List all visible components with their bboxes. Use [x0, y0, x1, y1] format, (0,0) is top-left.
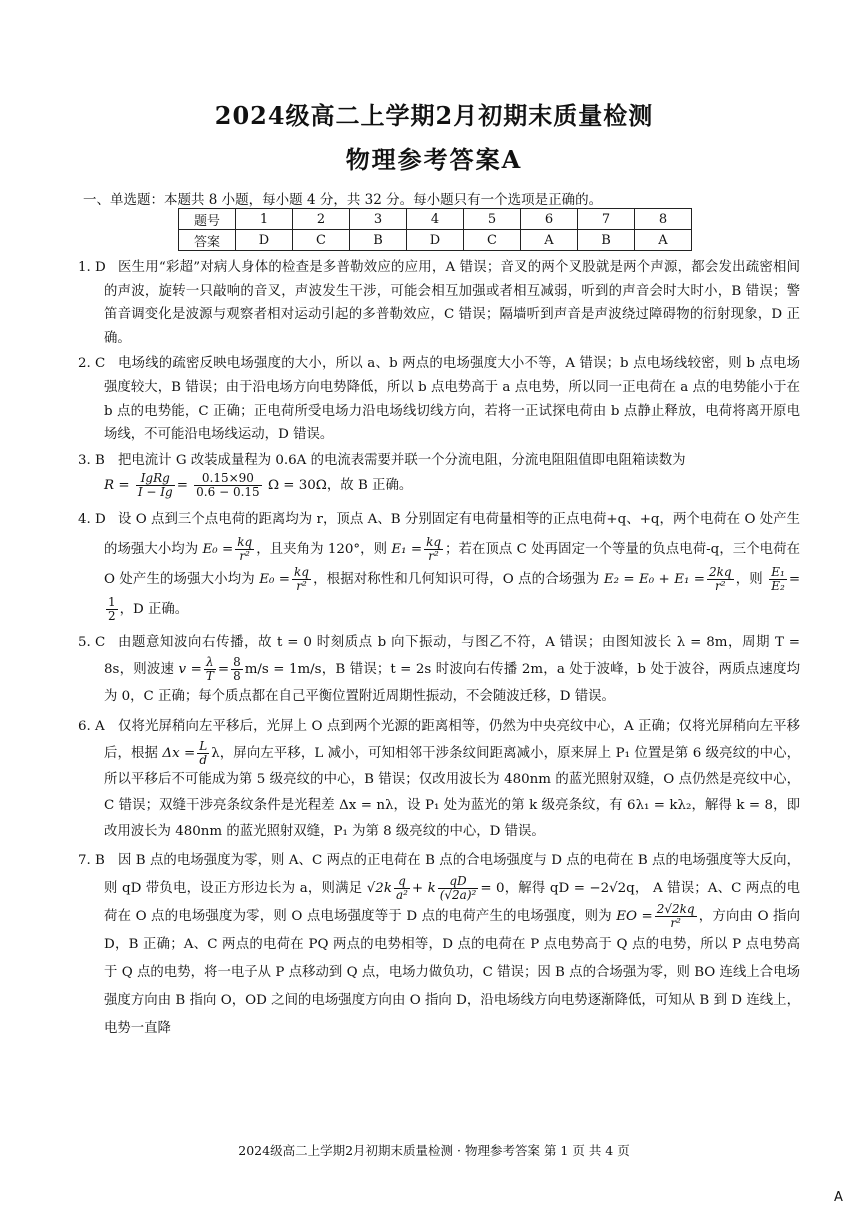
question-number: 1. D: [78, 260, 106, 275]
question-5: 5. C 由题意知波向右传播，故 t = 0 时刻质点 b 向下振动，与图乙不符，A 错误；由图知波长 λ = 8m，周期 T = 8s，则波速 v = $\frac{\lambda}{T}$ = $\frac{8}{8}$ m/s = 1m/s，B 错误；t = 2s 时波向右传播 2m，a 处于波峰，b 处于波谷，两质点速度均为 0，C 正确；每个质点都在自己平衡位置附近周期性振动，不会随波迁移，D 错误。: [78, 629, 800, 710]
answer-explanations: [78, 256, 800, 1043]
question-number: 4. D: [78, 512, 106, 528]
question-number: 6. A: [78, 719, 105, 735]
question-2: [78, 352, 800, 446]
table-cell: B: [350, 230, 407, 251]
fraction: $\frac{q}{\text{a²}}$: [395, 874, 408, 903]
fraction: $\frac{\text{E₁}}{\text{E₂}}$: [771, 565, 785, 594]
fraction: $\frac{0.15\times 90}{0.6 - 0.15}$: [196, 471, 260, 500]
question-number: 2. C: [78, 356, 106, 372]
fraction: $\frac{1}{2}$: [108, 595, 116, 624]
explanation-text: 把电流计 G 改装成量程为 0.6A 的电流表需要并联一个分流电阻，分流电阻阻值即电阻箱读数为: [118, 452, 686, 468]
explanation-text: 医生用“彩超”对病人身体的检查是多普勒效应的应用，A 错误；音叉的两个叉股就是两个声源，都会发出疏密相间的声波，旋转一只敲响的音叉，声波发生干涉，可能会相互加强或者相互减弱，听到的声音会时大时小，B 错误；警笛音调变化是波源与观察者相对运动引起的多普勒效应，C 错误；隔墙听到声音是声波绕过障碍物的衍射现象，D 正确。: [104, 260, 800, 346]
table-cell: 1: [236, 209, 293, 230]
table-row: [179, 209, 692, 230]
explanation-text: ，故 B 正确。: [326, 478, 413, 494]
table-cell: D: [407, 230, 464, 251]
table-row-label: 题号: [179, 209, 236, 230]
fraction: $\frac{kq}{\text{r²}}$: [426, 535, 442, 564]
fraction: $\frac{\lambda}{T}$: [205, 655, 214, 684]
table-cell: 8: [635, 209, 692, 230]
question-number: 7. B: [78, 853, 105, 869]
table-cell: A: [521, 230, 578, 251]
fraction: $\frac{\text{IgRg}}{I - Ig}$: [137, 471, 173, 500]
question-number: 5. C: [78, 635, 106, 651]
fraction: $\frac{kq}{\text{r²}}$: [294, 565, 309, 594]
corner-mark: A: [834, 1190, 843, 1205]
fraction: $\frac{8}{8}$: [233, 655, 241, 684]
table-cell: 3: [350, 209, 407, 230]
question-number: 3. B: [78, 452, 105, 468]
table-cell: A: [635, 230, 692, 251]
answer-subtitle: 物理参考答案A: [345, 145, 523, 174]
explanation-text: 电场线的疏密反映电场强度的大小，所以 a、b 两点的电场强度大小不等，A 错误；b 点电场线较密，则 b 点电场强度较大，B 错误；由于沿电场方向电势降低，所以 b 点电势高于 a 点电势，所以同一正电荷在 a 点的电势能小于在 b 点的电势能，C 正确；正电荷所受电场力沿电场线切线方向，若将一正试探电荷由 b 点静止释放，电荷将离开原电场线，不可能沿电场线运动，D 错误。: [104, 356, 800, 443]
table-row-label: 答案: [179, 230, 236, 251]
question-4: 4. D 设 O 点到三个点电荷的距离均为 r，顶点 A、B 分别固定有电荷量相等的正点电荷+q、+q，两个电荷在 O 处产生的场强大小均为 E₀ = $\frac{kq}{\text{r²}}$ ，且夹角为 120°，则 E₁ = $\frac{kq}{\text{r²}}$ ；若在顶点 C 处再固定一个等量的负点电荷-q，三个电荷在 O 处产生的场强大小均为 E₀ = $\frac{kq}{\text{r²}}$ ，根据对称性和几何知识可得，O 点的合场强为 E₂ = E₀ + E₁ = $\frac{2kq}{\text{r²}}$ ，则 $\frac{\text{E₁}}{\text{E₂}}$ = $\frac{1}{2}$ ，D 正确。: [78, 505, 800, 625]
table-cell: 6: [521, 209, 578, 230]
question-6: 6. A 仅将光屏稍向左平移后，光屏上 O 点到两个光源的距离相等，仍然为中央亮纹中心，A 正确；仅将光屏稍向左平移后，根据 Δx = $\frac{L}{d}$ λ，屏向左平移，L 减小，可知相邻干涉条纹间距离减小，原来屏上 P₁ 位置是第 6 级亮纹的中心，所以平移后不可能成为第 5 级亮纹的中心，B 错误；仅改用波长为 480nm 的蓝光照射双缝，O 点仍然是亮纹中心，C 错误；双缝干涉亮条纹条件是光程差 Δx = nλ，设 P₁ 处为蓝光的第 k 级亮条纹，有 6λ₁ = kλ₂，解得 k = 8，即改用波长为 480nm 的蓝光照射双缝，P₁ 为第 8 级亮纹的中心，D 错误。: [78, 714, 800, 845]
table-cell: D: [236, 230, 293, 251]
table-cell: 2: [293, 209, 350, 230]
table-cell: 4: [407, 209, 464, 230]
fraction: $\frac{2√2kq}{\text{r²}}$: [656, 902, 695, 931]
formula-result: Ω = 30Ω: [267, 478, 327, 494]
question-3: 3. B 把电流计 G 改装成量程为 0.6A 的电流表需要并联一个分流电阻，分流电阻阻值即电阻箱读数为 R = $\frac{\text{IgRg}}{I - Ig}$ = $\frac{0.15\times 90}{0.6 - 0.15}$ Ω = 30Ω，故 B 正确。: [78, 449, 800, 500]
fraction: $\frac{2kq}{\text{r²}}$: [708, 565, 732, 594]
table-cell: 7: [578, 209, 635, 230]
fraction: $\frac{kq}{\text{r²}}$: [237, 535, 253, 564]
fraction: $\frac{qD}{\text{(√2a)²}}$: [439, 874, 477, 903]
page-footer: 2024级高二上学期2月初期末质量检测 · 物理参考答案 第 1 页 共 4 页: [238, 1143, 630, 1158]
section-heading: 一、单选题：本题共 8 小题，每小题 4 分，共 32 分。每小题只有一个选项是正确的。: [83, 192, 603, 208]
question-1: [78, 256, 800, 350]
table-cell: 5: [464, 209, 521, 230]
table-row: [179, 230, 692, 251]
table-cell: C: [293, 230, 350, 251]
exam-title: 2024级高二上学期2月初期末质量检测: [214, 101, 654, 130]
answer-table: [178, 208, 692, 251]
table-cell: C: [464, 230, 521, 251]
fraction: $\frac{L}{d}$: [199, 739, 208, 768]
formula-lhs: R =: [104, 478, 130, 494]
question-7: 7. B 因 B 点的电场强度为零，则 A、C 两点的正电荷在 B 点的合电场强度与 D 点的电荷在 B 点的电场强度等大反向，则 qD 带负电，设正方形边长为 a，则满足 √2k $\frac{q}{\text{a²}}$ + k $\frac{qD}{\text{(√2a)²}}$ = 0，解得 qD = −2√2q， A 错误；A、C 两点的电荷在 O 点的电场强度为零，则 O 点电场强度等于 D 点的电荷产生的电场强度，则为 EO = $\frac{2√2kq}{\text{r²}}$ ，方向由 O 指向 D，B 正确；A、C 两点的电荷在 PQ 两点的电势相等，D 点的电荷在 P 点电势高于 Q 点的电势，所以 P 点电势高于 Q 点的电势，将一电子从 P 点移动到 Q 点，电场力做负功，C 错误；因 B 点的合场强为零，则 BO 连线上合电场强度方向由 B 指向 O，OD 之间的电场强度方向由 O 指向 D，沿电场线方向电势逐渐降低，可知从 B 到 D 连线上，电势一直降: [78, 847, 800, 1043]
table-cell: B: [578, 230, 635, 251]
